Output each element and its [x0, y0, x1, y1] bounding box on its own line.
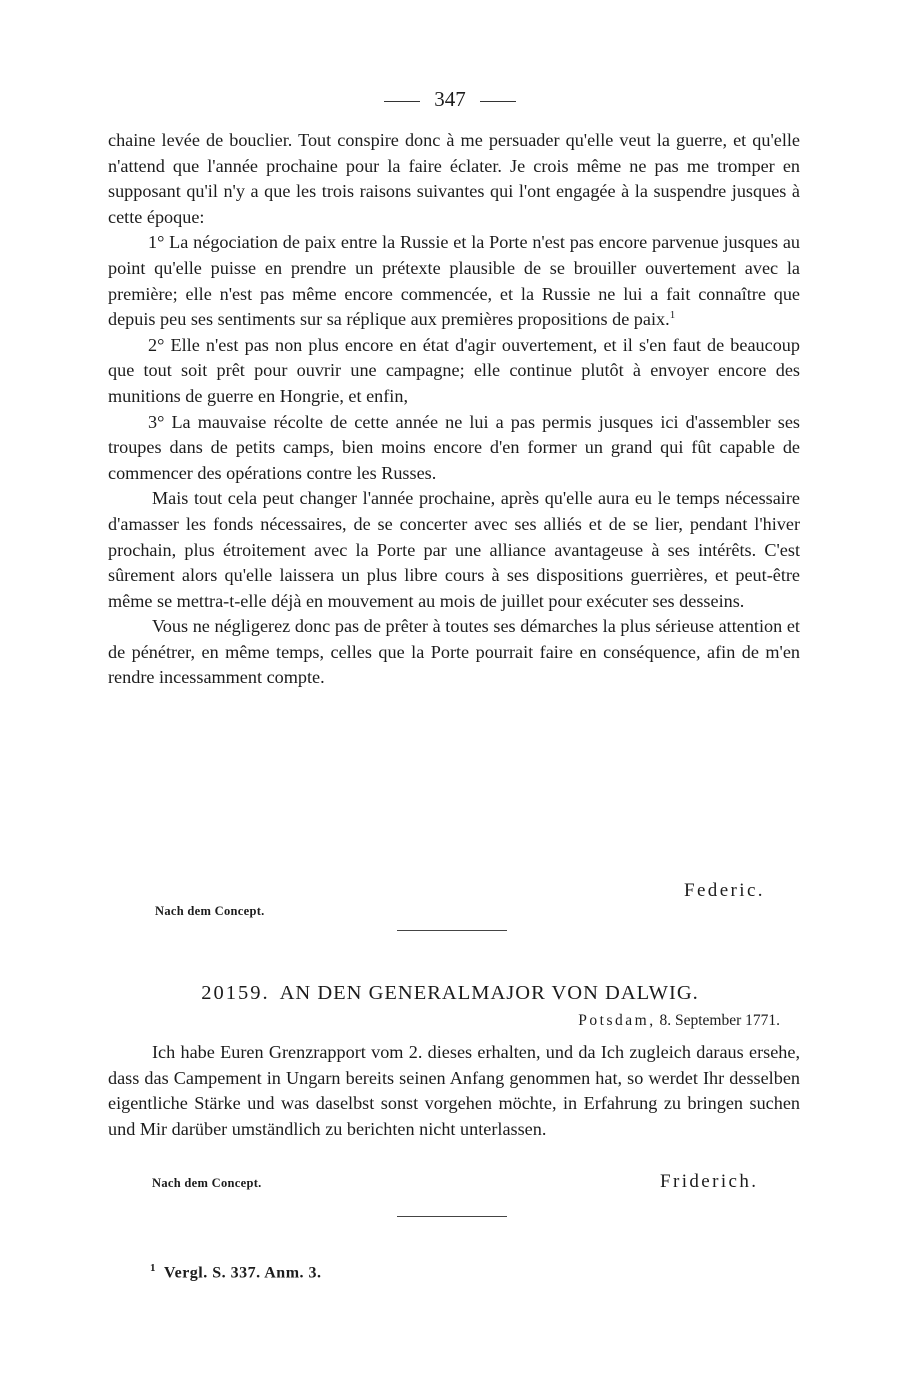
page-number: 347 [434, 87, 466, 111]
letter1-body [108, 128, 800, 691]
letter2-heading [0, 982, 900, 1005]
letter1-point2: 2° Elle n'est pas non plus encore en état d'agir ouvertement, et il s'en faut de beaucoup que tout soit prêt pour ouvrir une campagne; elle continue plutôt à envoyer encore des munitions de guerre en Hongrie, et enfin, [108, 334, 800, 406]
letter1-signature: Federic. [684, 880, 765, 901]
letter2-paragraph: Ich habe Euren Grenzrapport vom 2. dieses erhalten, und da Ich zugleich daraus ersehe, dass das Campement in Ungarn bereits seinen Anfang genommen hat, so werdet Ihr desselben eigentliche Stärke und was daselbst sonst vorgehen möchte, in Erfahrung zu bringen suchen und Mir darüber umständlich zu berichten nicht unterlassen. [108, 1042, 800, 1139]
letter2-title: AN DEN GENERALMAJOR VON DALWIG. [279, 982, 699, 1004]
letter1-intro: chaine levée de bouclier. Tout conspire donc à me persuader qu'elle veut la guerre, et qu'elle n'attend que l'année prochaine pour la faire éclater. Je crois même ne pas me tromper en supposant qu'il n'y a que les trois raisons suivantes qui l'ont engagée à la suspendre jusques à cette époque: [108, 130, 800, 227]
letter1-source-note: Nach dem Concept. [155, 904, 265, 918]
footnote-mark: 1 [150, 1262, 156, 1274]
page-header [0, 86, 900, 112]
footnote-reference: 1 [669, 309, 676, 322]
header-dash-right [480, 101, 516, 102]
letter2-signature: Friderich. [660, 1171, 759, 1192]
letter1-point1-text: 1° La négociation de paix entre la Russie et la Porte n'est pas encore parvenue jusques au point qu'elle puisse en prendre un prétexte plausible de se brouiller ouvertement avec la première; elle n'est pas même encore commencée, et la Russie ne lui a fait connaître que depuis peu ses sentiments sur sa réplique aux premières propositions de paix. [108, 232, 800, 330]
letter2-source-note: Nach dem Concept. [152, 1176, 262, 1190]
letter2-number: 20159. [201, 982, 270, 1004]
letter1-point1 [108, 230, 800, 332]
footnote [150, 1262, 322, 1282]
letter2-date: 8. September 1771. [659, 1012, 780, 1029]
letter2-body [108, 1040, 800, 1142]
footnote-text: Vergl. S. 337. Anm. 3. [164, 1264, 322, 1282]
header-dash-left [384, 101, 420, 102]
letter1-paragraph-mais: Mais tout cela peut changer l'année prochaine, après qu'elle aura eu le temps nécessaire d'amasser les fonds nécessaires, de se concerter avec ses alliés et de se lier, pendant l'hiver prochain, plus étroitement avec la Porte par une alliance avantageuse à ses intérêts. C'est sûrement alors qu'elle laissera un plus libre cours à ses dispositions guerrières, et peut-être même se mettra-t-elle déjà en mouvement au mois de juillet pour exécuter ses desseins. [108, 488, 800, 611]
section-divider [397, 930, 507, 931]
letter2-dateline [578, 1012, 780, 1030]
letter2-place: Potsdam, [578, 1012, 656, 1029]
letter1-paragraph-vous: Vous ne négligerez donc pas de prêter à toutes ses démarches la plus sérieuse attention et de pénétrer, en même temps, celles que la Porte pourrait faire en conséquence, afin de m'en rendre incessamment compte. [108, 616, 800, 688]
letter1-point3: 3° La mauvaise récolte de cette année ne lui a pas permis jusques ici d'assembler ses troupes dans de petits camps, bien moins encore d'en former un grand qui fût capable de commencer des opérations contre les Russes. [108, 411, 800, 483]
section-divider-2 [397, 1216, 507, 1217]
